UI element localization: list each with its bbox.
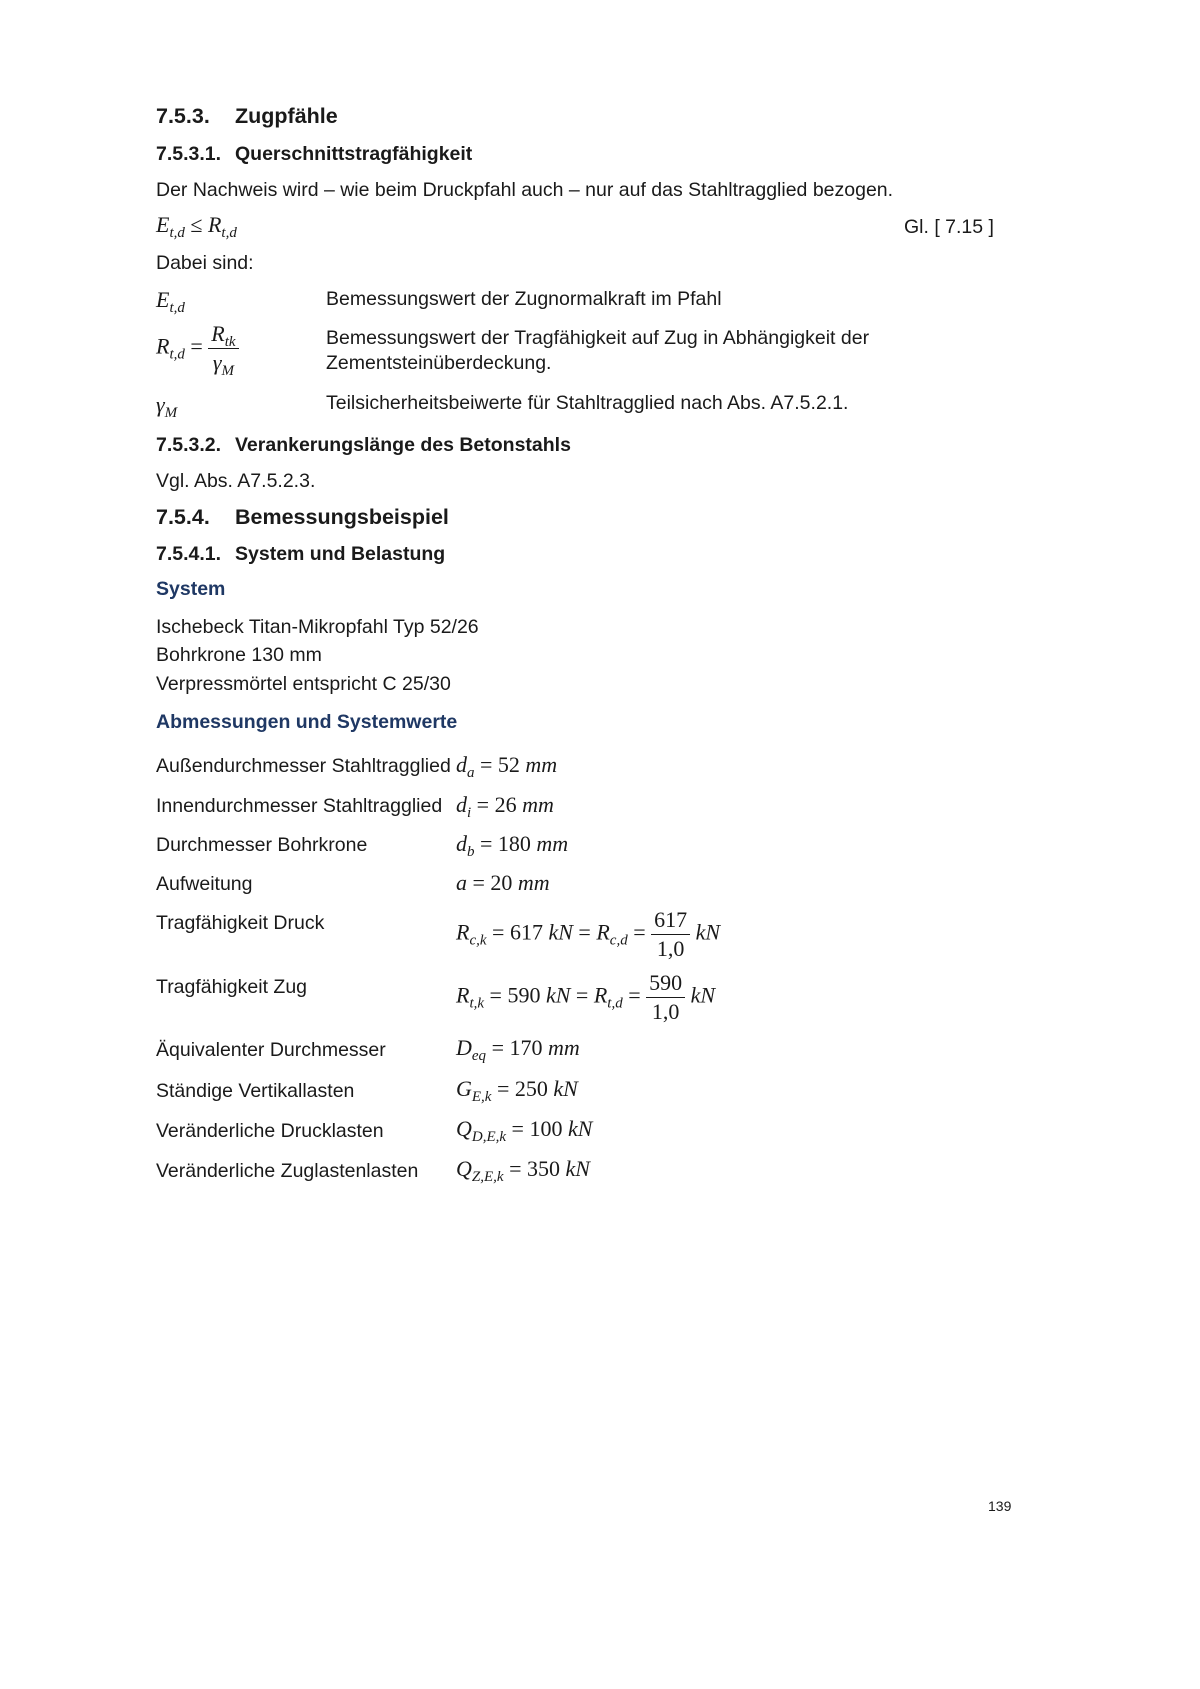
equation-reference: Gl. [ 7.15 ] — [904, 216, 994, 238]
value-formula: $Q_{D,E,k} = 100$ kN — [456, 1116, 593, 1145]
value-formula: $d_b = 180$ mm — [456, 831, 569, 860]
section-title: System und Belastung — [235, 543, 446, 565]
section-number: 7.5.3. — [156, 104, 210, 128]
value-label: Innendurchmesser Stahltragglied — [156, 795, 443, 817]
value-formula: a = 20 mm — [456, 870, 550, 895]
section-number: 7.5.4.1. — [156, 543, 222, 565]
value-label: Durchmesser Bohrkrone — [156, 834, 368, 856]
reference-paragraph: Vgl. Abs. A7.5.2.3. — [156, 470, 316, 492]
definition-description: Bemessungswert der Zugnormalkraft im Pfahl — [326, 288, 722, 310]
value-formula: $D_{eq} = 170$ mm — [456, 1035, 580, 1064]
system-line: Bohrkrone 130 mm — [156, 644, 322, 666]
section-heading-7-5-3 — [156, 104, 338, 129]
definition-description: Teilsicherheitsbeiwerte für Stahltragglied nach Abs. A7.5.2.1. — [326, 392, 849, 414]
value-formula: $G_{E,k} = 250$ kN — [456, 1076, 578, 1105]
value-label: Veränderliche Zuglastenlasten — [156, 1160, 419, 1182]
page-number: 139 — [988, 1498, 1012, 1514]
system-line: Ischebeck Titan-Mikropfahl Typ 52/26 — [156, 616, 479, 638]
section-heading-7-5-4 — [156, 505, 449, 530]
symbol-r-t-d-fraction: $R_{t,d}$ = $\frac{R_{tk}}{\gamma_M}$ — [156, 322, 239, 375]
value-formula: $R_{t,k} = 590$ kN = $R_{t,d}$ = $\frac{590}{1,0}$ kN — [456, 970, 716, 1024]
section-number: 7.5.3.1. — [156, 143, 222, 165]
system-subheading: System — [156, 578, 226, 600]
value-label: Tragfähigkeit Druck — [156, 912, 325, 934]
definition-description: Bemessungswert der Tragfähigkeit auf Zug in Abhängigkeit der — [326, 327, 870, 349]
value-label: Äquivalenter Durchmesser — [156, 1039, 386, 1061]
value-label: Außendurchmesser Stahltragglied — [156, 755, 451, 777]
value-label: Ständige Vertikallasten — [156, 1080, 355, 1102]
value-label: Veränderliche Drucklasten — [156, 1120, 384, 1142]
symbol-e-t-d: $E_{t,d}$ — [156, 287, 185, 316]
symbol-gamma-m: $\gamma_M$ — [156, 392, 178, 421]
value-formula: $d_a = 52$ mm — [456, 752, 558, 781]
definition-description-continued: Zementsteinüberdeckung. — [326, 352, 552, 374]
main-inequality: $E_{t,d} \le R_{t,d}$ — [156, 212, 237, 241]
section-title: Querschnittstragfähigkeit — [235, 143, 473, 165]
section-heading-7-5-3-2 — [156, 434, 571, 457]
section-heading-7-5-3-1 — [156, 143, 473, 166]
value-formula: $Q_{Z,E,k} = 350$ kN — [456, 1156, 590, 1185]
value-formula: $R_{c,k} = 617$ kN = $R_{c,d}$ = $\frac{617}{1,0}$ kN — [456, 907, 721, 961]
section-number: 7.5.4. — [156, 505, 210, 529]
dimensions-subheading: Abmessungen und Systemwerte — [156, 711, 458, 733]
section-heading-7-5-4-1 — [156, 543, 446, 566]
section-number: 7.5.3.2. — [156, 434, 222, 456]
section-title: Zugpfähle — [235, 104, 338, 128]
value-label: Aufweitung — [156, 873, 253, 895]
dabei-sind-label: Dabei sind: — [156, 252, 254, 274]
value-formula: $d_i = 26$ mm — [456, 792, 554, 821]
value-label: Tragfähigkeit Zug — [156, 976, 308, 998]
intro-paragraph: Der Nachweis wird – wie beim Druckpfahl auch – nur auf das Stahltragglied bezogen. — [156, 179, 894, 201]
section-title: Verankerungslänge des Betonstahls — [235, 434, 571, 456]
system-line: Verpressmörtel entspricht C 25/30 — [156, 673, 451, 695]
section-title: Bemessungsbeispiel — [235, 505, 449, 529]
